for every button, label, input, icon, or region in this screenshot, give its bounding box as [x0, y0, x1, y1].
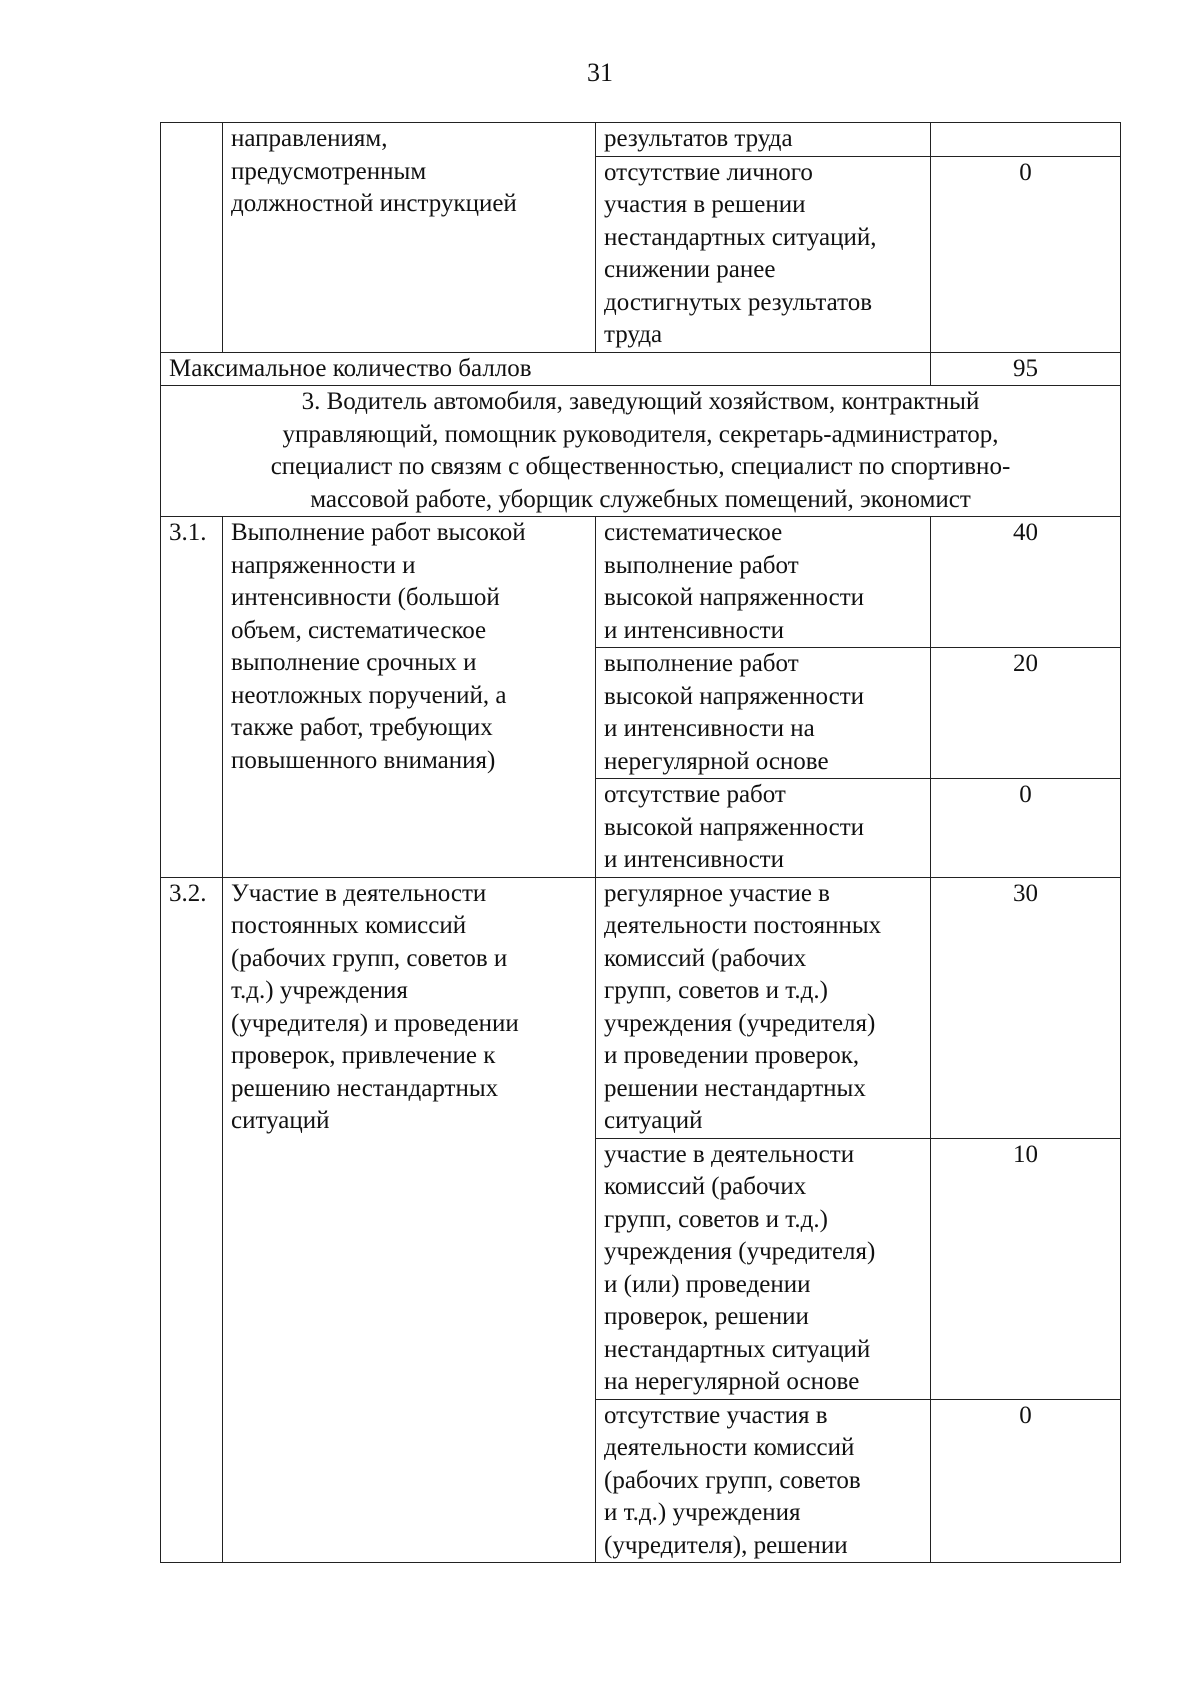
section-heading: 3. Водитель автомобиля, заведующий хозяйством, контрактный управляющий, помощник руководителя, секретарь-администратор, специалист по связям с общественностью, специалист по спортивно- массовой работе, уборщик служебных помещений, экономист	[161, 386, 1121, 517]
score-cell: 30	[931, 877, 1121, 1138]
indicator-cell: выполнение работ высокой напряженности и интенсивности на нерегулярной основе	[596, 648, 931, 779]
section-heading-row	[161, 386, 1121, 517]
table-row	[161, 517, 1121, 648]
row-number-cell	[161, 123, 223, 353]
criterion-cell: Выполнение работ высокой напряженности и интенсивности (большой объем, систематическое выполнение срочных и неотложных поручений, а также работ, требующих повышенного внимания)	[223, 517, 596, 878]
max-score-value: 95	[931, 352, 1121, 386]
score-cell: 0	[931, 1399, 1121, 1563]
indicator-cell: систематическое выполнение работ высокой напряженности и интенсивности	[596, 517, 931, 648]
indicator-cell: участие в деятельности комиссий (рабочих групп, советов и т.д.) учреждения (учредителя) и (или) проведении проверок, решении нестандартных ситуаций на нерегулярной основе	[596, 1138, 931, 1399]
page-number: 31	[587, 58, 613, 87]
score-cell: 0	[931, 156, 1121, 352]
criterion-cell: направлениям, предусмотренным должностной инструкцией	[223, 123, 596, 353]
score-cell: 10	[931, 1138, 1121, 1399]
score-cell: 0	[931, 779, 1121, 878]
indicator-cell: отсутствие личного участия в решении нестандартных ситуаций, снижении ранее достигнутых результатов труда	[596, 156, 931, 352]
criteria-table	[160, 122, 1121, 1563]
indicator-cell: результатов труда	[596, 123, 931, 157]
row-number-cell: 3.2.	[161, 877, 223, 1563]
max-score-label: Максимальное количество баллов	[161, 352, 931, 386]
table-row	[161, 877, 1121, 1138]
table-row	[161, 123, 1121, 157]
criterion-cell: Участие в деятельности постоянных комиссий (рабочих групп, советов и т.д.) учреждения (учредителя) и проведении проверок, привлечение к решению нестандартных ситуаций	[223, 877, 596, 1563]
row-number-cell: 3.1.	[161, 517, 223, 878]
score-cell: 20	[931, 648, 1121, 779]
max-score-row	[161, 352, 1121, 386]
score-cell	[931, 123, 1121, 157]
score-cell: 40	[931, 517, 1121, 648]
indicator-cell: отсутствие участия в деятельности комиссий (рабочих групп, советов и т.д.) учреждения (учредителя), решении	[596, 1399, 931, 1563]
indicator-cell: регулярное участие в деятельности постоянных комиссий (рабочих групп, советов и т.д.) учреждения (учредителя) и проведении проверок, решении нестандартных ситуаций	[596, 877, 931, 1138]
indicator-cell: отсутствие работ высокой напряженности и интенсивности	[596, 779, 931, 878]
